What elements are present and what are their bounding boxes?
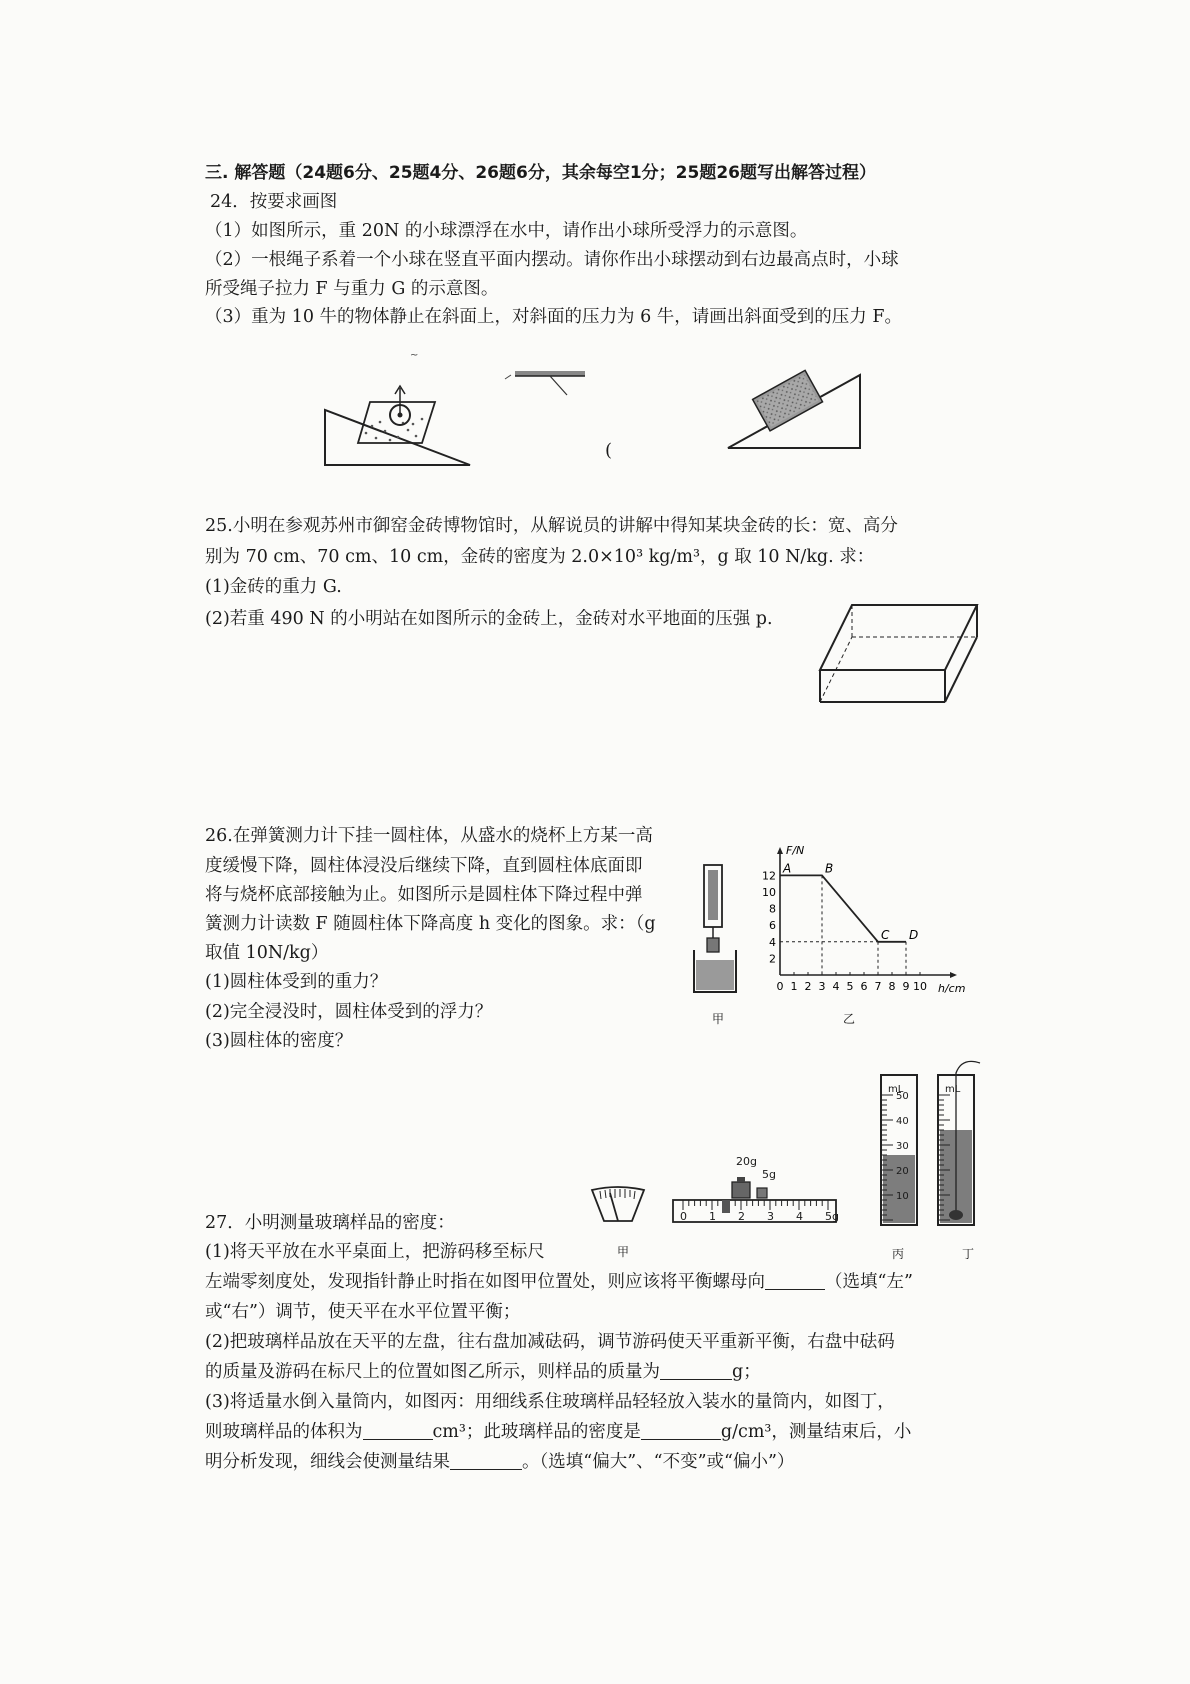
x-tick-label: 2 [804, 980, 812, 993]
q26-sub1: (1)圆柱体受到的重力？ [205, 972, 388, 992]
y-tick-label: 8 [769, 902, 776, 916]
x-tick-label: 9 [902, 980, 910, 993]
q27-sub2-line1: (2)把玻璃样品放在天平的左盘，往右盘加减砝码，调节游码使天平重新平衡，右盘中砝码 [205, 1332, 895, 1352]
q27-sub3-text: 则玻璃样品的体积为 [205, 1422, 363, 1442]
ruler-tick-label: 1 [709, 1210, 716, 1223]
q24-figure-ball-in-beaker-on-slope [310, 340, 490, 480]
q25-figure-gold-brick [812, 600, 982, 710]
x-axis-label: h/cm [938, 982, 966, 995]
q27-figure-weights-and-rider-scale [670, 1160, 840, 1230]
x-tick-label: 4 [832, 980, 840, 993]
point-label-C: C [881, 927, 890, 942]
x-tick-label: 3 [818, 980, 826, 993]
point-label-D: D [909, 927, 919, 942]
q27-figure-cylinder-ding [932, 1055, 992, 1230]
ruler-tick-label: 5g [825, 1210, 839, 1223]
q26-sub3: (3)圆柱体的密度？ [205, 1031, 353, 1051]
q27-sub2-unit: g； [732, 1362, 761, 1382]
cylinder-unit-bing: mL [888, 1084, 904, 1095]
cylinder-unit-ding: mL [945, 1084, 961, 1095]
q27-sub1-line1: (1)将天平放在水平桌面上，把游码移至标尺 [205, 1242, 545, 1262]
cylinder-tick-label: 30 [896, 1141, 909, 1152]
point-label-A: A [783, 861, 792, 876]
q27-label-bing: 丙 [892, 1247, 905, 1261]
cylinder-tick-label: 20 [896, 1166, 909, 1177]
q24-title: 24．按要求画图 [210, 192, 338, 212]
q27-sub3-text3: g/cm³，测量结束后，小 [720, 1422, 912, 1442]
x-tick-label: 6 [860, 980, 868, 993]
q26-label-yi: 乙 [843, 1012, 856, 1026]
weight-20g-label: 20g [736, 1155, 757, 1168]
ruler-tick-label: 2 [738, 1210, 745, 1223]
answer-blank-mass[interactable] [660, 1363, 732, 1380]
q26-line5: 取值 10N/kg） [205, 943, 329, 963]
y-axis-label: F/N [786, 844, 805, 857]
q27-label-ding: 丁 [962, 1247, 975, 1261]
q27-sub1-line2 [205, 1271, 913, 1293]
y-tick-label: 6 [769, 919, 776, 933]
q27-sub2-line2 [205, 1361, 761, 1383]
ruler-tick-label: 4 [796, 1210, 803, 1223]
answer-blank-volume[interactable] [363, 1423, 433, 1440]
weight-5g-label: 5g [762, 1168, 776, 1181]
q27-label-jia: 甲 [617, 1245, 630, 1259]
q26-line1: 26.在弹簧测力计下挂一圆柱体，从盛水的烧杯上方某一高 [205, 826, 653, 846]
x-tick-label: 0 [776, 980, 784, 993]
q25-line2: 别为 70 cm、70 cm、10 cm，金砖的密度为 2.0×10³ kg/m³，g 取 10 N/kg. 求： [205, 547, 875, 567]
q27-figure-pointer-scale [588, 1185, 648, 1230]
y-tick-label: 12 [762, 869, 776, 883]
cylinder-tick-label: 50 [896, 1091, 909, 1102]
q27-sub1-hint: （选填“左” [825, 1272, 913, 1292]
q25-sub2: (2)若重 490 N 的小明站在如图所示的金砖上，金砖对水平地面的压强 p. [205, 609, 773, 629]
q26-line2: 度缓慢下降，圆柱体浸没后继续下降，直到圆柱体底面即 [205, 856, 643, 876]
y-tick-label: 10 [762, 886, 776, 899]
cylinder-tick-label: 10 [896, 1191, 909, 1202]
q26-label-jia: 甲 [712, 1012, 725, 1026]
q24-figure-block-on-slope [720, 360, 870, 460]
q27-sub3-text2: cm³；此玻璃样品的密度是 [432, 1422, 641, 1442]
q24-part2-line2: 所受绳子拉力 F 与重力 G 的示意图。 [205, 279, 499, 299]
q27-sub3-line3 [205, 1451, 794, 1473]
q27-sub3-line1: (3)将适量水倒入量筒内，如图丙：用细线系住玻璃样品轻轻放入装水的量筒内，如图丁， [205, 1392, 895, 1412]
q26-sub2: (2)完全浸没时，圆柱体受到的浮力？ [205, 1002, 493, 1022]
q27-sub3-hint: 。（选填“偏大”、“不变”或“偏小”） [522, 1452, 795, 1472]
q24-figure-pendulum [495, 365, 605, 415]
answer-blank-direction[interactable] [765, 1273, 825, 1290]
q27-sub1-text: 左端零刻度处，发现指针静止时指在如图甲位置处，则应该将平衡螺母向 [205, 1272, 765, 1292]
q24-part2-line1: （2）一根绳子系着一个小球在竖直平面内摆动。请你作出小球摆动到右边最高点时，小球 [205, 250, 899, 270]
q27-sub3-text4: 明分析发现，细线会使测量结果 [205, 1452, 450, 1472]
q27-sub3-line2 [205, 1421, 911, 1443]
answer-blank-density[interactable] [641, 1423, 721, 1440]
q27-sub2-text: 的质量及游码在标尺上的位置如图乙所示，则样品的质量为 [205, 1362, 660, 1382]
x-tick-label: 10 [913, 980, 927, 993]
q27-sub1-line3: 或“右”）调节，使天平在水平位置平衡； [205, 1302, 521, 1322]
x-axis-arrow [950, 972, 957, 978]
y-tick-label: 4 [769, 935, 776, 949]
answer-blank-effect[interactable] [450, 1453, 522, 1470]
ruler-tick-label: 3 [767, 1210, 774, 1223]
point-label-B: B [825, 861, 834, 876]
x-tick-label: 7 [874, 980, 882, 993]
q24-part1: （1）如图所示，重 20N 的小球漂浮在水中，请作出小球所受浮力的示意图。 [205, 221, 808, 241]
ruler-tick-label: 0 [680, 1210, 687, 1223]
q27-title: 27．小明测量玻璃样品的密度： [205, 1213, 455, 1233]
section-header: 三. 解答题（24题6分、25题4分、26题6分，其余每空1分；25题26题写出解答过程） [205, 163, 876, 183]
y-tick-label: 2 [769, 952, 776, 966]
q25-sub1: (1)金砖的重力 G. [205, 577, 342, 597]
cylinder-tick-label: 40 [896, 1116, 909, 1127]
q25-line1: 25.小明在参观苏州市御窑金砖博物馆时，从解说员的讲解中得知某块金砖的长：宽、高分 [205, 516, 898, 536]
q24-part3: （3）重为 10 牛的物体静止在斜面上，对斜面的压力为 6 牛，请画出斜面受到的压力 F。 [205, 307, 902, 327]
stray-mark: ( [605, 440, 613, 461]
q26-figure-spring-scale [690, 860, 750, 1000]
y-axis-arrow [777, 847, 783, 854]
q26-line4: 簧测力计读数 F 随圆柱体下降高度 h 变化的图象。求：（g [205, 914, 656, 934]
q26-force-height-graph [750, 840, 980, 1010]
x-tick-label: 8 [888, 980, 896, 993]
q26-line3: 将与烧杯底部接触为止。如图所示是圆柱体下降过程中弹 [205, 885, 643, 905]
x-tick-label: 5 [846, 980, 854, 993]
svg-text:~: ~ [410, 350, 419, 361]
x-tick-label: 1 [790, 980, 798, 993]
